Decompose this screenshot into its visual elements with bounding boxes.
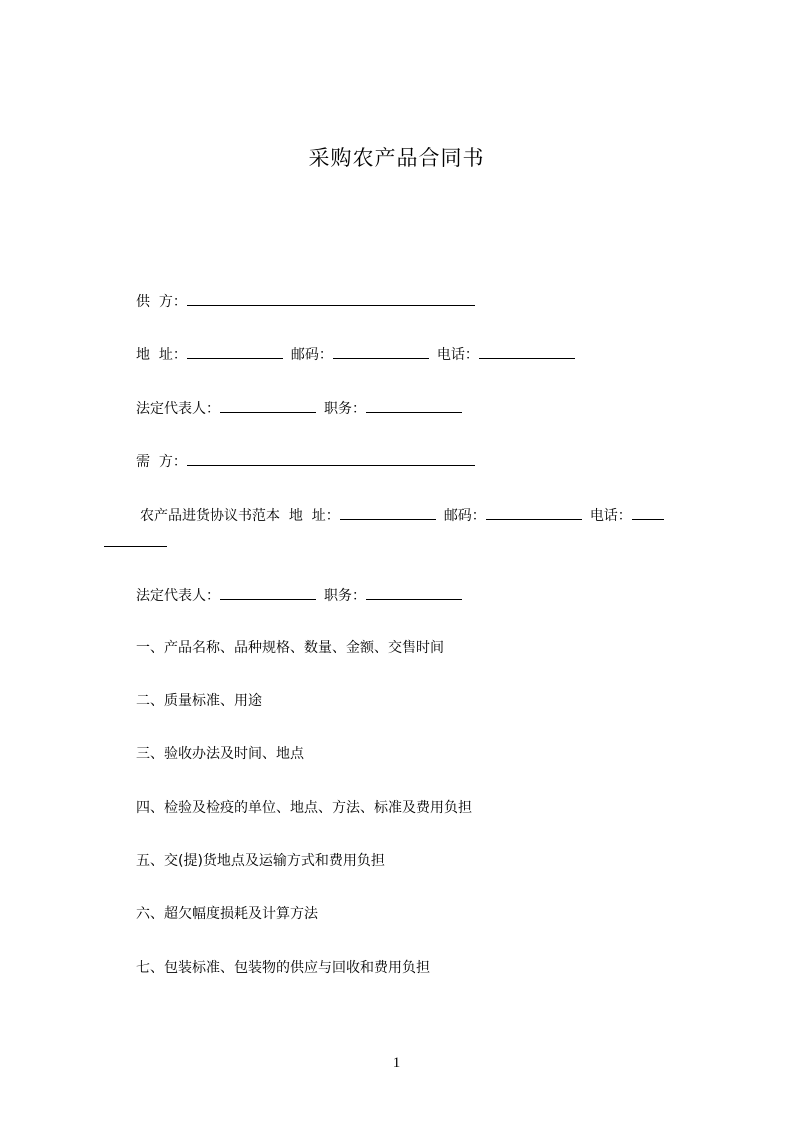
clause-5: 五、交(提)货地点及运输方式和费用负担: [136, 853, 385, 869]
buyer-phone-blank-continued: [104, 546, 167, 547]
position-label: 职务：: [324, 401, 366, 417]
buyer-phone-label: 电话：: [589, 508, 632, 524]
legal-rep-blank: [220, 398, 316, 413]
position-blank: [366, 398, 462, 413]
postcode-blank: [333, 344, 429, 359]
clause-7: 七、包装标准、包装物的供应与回收和费用负担: [136, 960, 430, 976]
supplier-address-line: [136, 344, 575, 365]
buyer-phone-blank: [632, 505, 664, 520]
phone-label: 电话：: [436, 347, 479, 363]
clause-2: 二、质量标准、用途: [136, 693, 262, 709]
clause-4: 四、检验及检疫的单位、地点、方法、标准及费用负担: [136, 800, 472, 816]
supplier-label: 供 方：: [136, 294, 187, 310]
buyer-line: [136, 451, 475, 472]
clause-3: 三、验收办法及时间、地点: [136, 746, 304, 762]
legal-rep-label-2: 法定代表人：: [136, 588, 220, 604]
buyer-address-blank: [340, 505, 436, 520]
legal-rep-label: 法定代表人：: [136, 401, 220, 417]
position-blank-2: [366, 585, 462, 600]
supplier-legal-rep-line: [136, 398, 462, 419]
legal-rep-blank-2: [220, 585, 316, 600]
address-label: 地 址：: [136, 347, 187, 363]
page-number: 1: [392, 1055, 401, 1071]
buyer-blank: [187, 451, 475, 466]
document-title: 采购农产品合同书: [308, 146, 485, 170]
postcode-label: 邮码：: [290, 347, 333, 363]
supplier-blank: [187, 291, 475, 306]
buyer-label: 需 方：: [136, 454, 187, 470]
position-label-2: 职务：: [324, 588, 366, 604]
supplier-line: [136, 291, 475, 312]
clause-6: 六、超欠幅度损耗及计算方法: [136, 906, 318, 922]
buyer-address-prefix: 农产品进货协议书范本 地 址：: [140, 508, 340, 524]
buyer-postcode-blank: [486, 505, 582, 520]
phone-blank: [479, 344, 575, 359]
address-blank: [187, 344, 283, 359]
buyer-postcode-label: 邮码：: [443, 508, 486, 524]
buyer-address-line: [140, 505, 664, 526]
buyer-legal-rep-line: [136, 585, 462, 606]
clause-1: 一、产品名称、品种规格、数量、金额、交售时间: [136, 640, 444, 656]
